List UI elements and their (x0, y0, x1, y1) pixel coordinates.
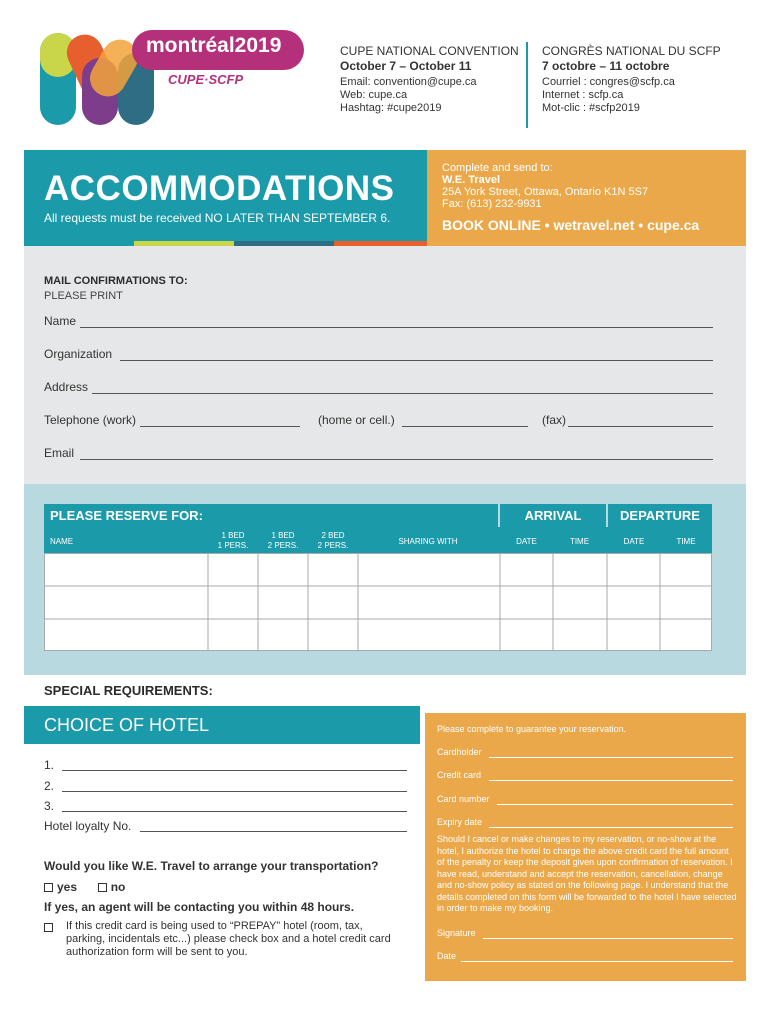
table-row[interactable] (44, 619, 712, 651)
header-english (340, 45, 520, 115)
send-intro: Complete and send to: (442, 162, 553, 174)
agency-name: W.E. Travel (442, 174, 501, 186)
col-2bed-2pers: 2 BED 2 PERS. (317, 531, 349, 550)
mail-subheading: PLEASE PRINT (44, 290, 123, 302)
tel-home-field[interactable] (402, 425, 528, 427)
yes-label: yes (57, 880, 78, 894)
logo-org: CUPE·SCFP (168, 72, 244, 87)
congres-hashtag: Mot-clic : #scfp2019 (542, 102, 640, 114)
congres-dates: 7 octobre – 11 octobre (542, 59, 670, 73)
signature-label: Signature (437, 928, 476, 938)
table-row[interactable] (44, 586, 712, 619)
logo-city: montréal2019 (146, 34, 282, 57)
header-divider (526, 42, 528, 128)
transport-options (44, 880, 125, 894)
agency-fax: Fax: (613) 232-9931 (442, 198, 542, 210)
card-number-label: Card number (437, 794, 490, 804)
page-title: ACCOMMODATIONS (44, 169, 395, 208)
fax-label: (fax) (542, 413, 566, 427)
tel-home-label: (home or cell.) (318, 413, 395, 427)
hotel-loyalty-field[interactable] (140, 830, 407, 832)
send-to-box (427, 150, 746, 246)
cancellation-policy: Should I cancel or make changes to my reservation, or no-show at the hotel, I authorize the hotel to charge the above credit card the full amount of the penalty or keep the deposit given upon confirmation of reservation. I have read, understand and accept the reservation, cancellation, change and no-show policy as stated on the following page. I understand that the details completed on this form will be forwarded to the hotel I have selected in order to make my booking. (437, 834, 737, 913)
col-1bed-1pers: 1 BED 1 PERS. (217, 531, 249, 550)
special-requirements-heading: SPECIAL REQUIREMENTS: (44, 683, 213, 698)
address-label: Address (44, 380, 89, 394)
date-field[interactable] (461, 960, 733, 962)
congres-title: CONGRÈS NATIONAL DU SCFP (542, 44, 721, 58)
departure-label: DEPARTURE (620, 508, 700, 523)
hotel-choice-1-label: 1. (44, 758, 55, 772)
col-1bed-2pers: 1 BED 2 PERS. (267, 531, 299, 550)
yes-checkbox[interactable] (44, 883, 53, 892)
hotel-loyalty-label: Hotel loyalty No. (44, 819, 132, 833)
transport-question: Would you like W.E. Travel to arrange your transportation? (44, 859, 379, 873)
expiry-label: Expiry date (437, 817, 483, 827)
expiry-field[interactable] (489, 826, 733, 828)
date-label: Date (437, 951, 457, 961)
signature-field[interactable] (483, 937, 733, 939)
email-label: Email (44, 446, 75, 460)
accommodations-banner (24, 150, 427, 241)
no-label: no (110, 880, 126, 894)
hotel-choice-3-field[interactable] (62, 810, 407, 812)
col-arrival-time: TIME (569, 537, 590, 546)
prepay-text: If this credit card is being used to “PREPAY” hotel (room, tax, parking, incidentals etc...) please check box and a hotel credit card authorization form will be sent to you. (66, 920, 391, 958)
cardholder-field[interactable] (489, 756, 733, 758)
col-arrival-date: DATE (516, 537, 537, 546)
card-intro: Please complete to guarantee your reservation. (437, 724, 627, 734)
credit-card-box (425, 713, 746, 981)
hotel-heading: CHOICE OF HOTEL (44, 715, 210, 735)
tel-work-field[interactable] (140, 425, 300, 427)
name-label: Name (44, 314, 77, 328)
book-online-link[interactable]: BOOK ONLINE • wetravel.net • cupe.ca (442, 217, 700, 233)
hotel-choice-2-label: 2. (44, 779, 55, 793)
convention-email: Email: convention@cupe.ca (340, 76, 477, 88)
agent-contact-note: If yes, an agent will be contacting you within 48 hours. (44, 900, 355, 914)
table-row[interactable] (44, 553, 712, 586)
col-sharing: SHARING WITH (398, 537, 458, 546)
hotel-choice-1-field[interactable] (62, 769, 407, 771)
credit-card-label: Credit card (437, 770, 482, 780)
prepay-checkbox[interactable] (44, 923, 53, 932)
convention-dates: October 7 – October 11 (340, 59, 472, 73)
arrival-label: ARRIVAL (524, 508, 582, 523)
address-field[interactable] (92, 392, 713, 394)
cardholder-label: Cardholder (437, 747, 482, 757)
col-name: NAME (50, 537, 74, 546)
deadline-text: All requests must be received NO LATER THAN SEPTEMBER 6. (44, 211, 391, 225)
name-field[interactable] (80, 326, 713, 328)
congres-web: Internet : scfp.ca (542, 89, 624, 101)
hotel-choice-2-field[interactable] (62, 790, 407, 792)
organization-field[interactable] (120, 359, 713, 361)
credit-card-field[interactable] (489, 779, 733, 781)
fax-field[interactable] (568, 425, 713, 427)
header-french (542, 45, 742, 115)
no-checkbox[interactable] (98, 883, 107, 892)
congres-email: Courriel : congres@scfp.ca (542, 76, 675, 88)
card-number-field[interactable] (497, 803, 733, 805)
agency-address: 25A York Street, Ottawa, Ontario K1N 5S7 (442, 186, 649, 198)
convention-title: CUPE NATIONAL CONVENTION (340, 44, 519, 58)
hotel-choice-3-label: 3. (44, 799, 55, 813)
col-departure-date: DATE (623, 537, 645, 546)
email-field[interactable] (80, 458, 713, 460)
reserve-heading: PLEASE RESERVE FOR: (50, 508, 203, 523)
col-departure-time: TIME (676, 537, 696, 546)
mail-heading: MAIL CONFIRMATIONS TO: (44, 275, 188, 287)
convention-hashtag: Hashtag: #cupe2019 (340, 102, 442, 114)
organization-label: Organization (44, 347, 113, 361)
tel-work-label: Telephone (work) (44, 413, 137, 427)
montreal-logo (38, 28, 308, 130)
convention-web: Web: cupe.ca (340, 89, 408, 101)
